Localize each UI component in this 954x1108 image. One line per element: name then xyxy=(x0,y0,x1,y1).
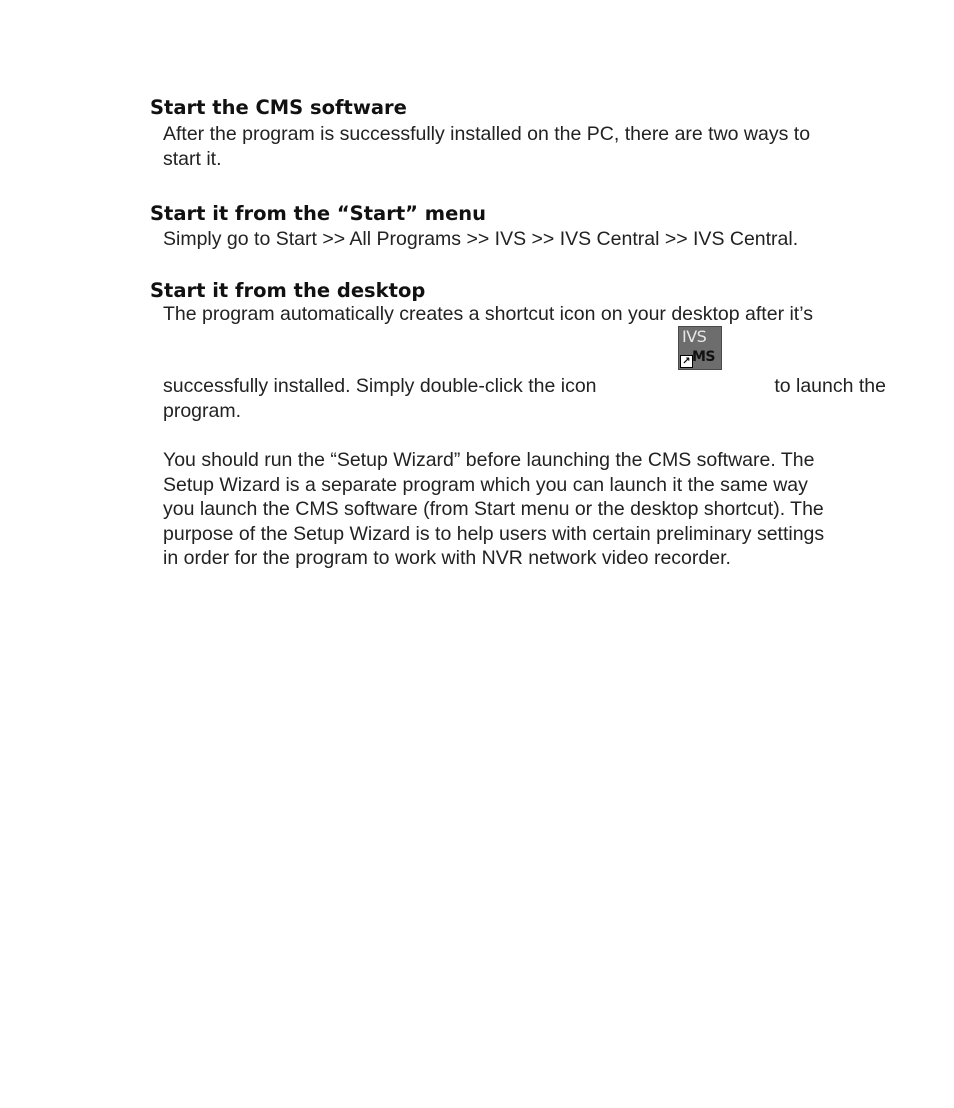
text-line: The program automatically creates a shortcut icon on your desktop after it’s xyxy=(163,303,813,325)
text-line: purpose of the Setup Wizard is to help users with certain preliminary settings xyxy=(163,522,825,545)
text-line: After the program is successfully installed on the PC, there are two ways to xyxy=(163,123,811,145)
text-line: program. xyxy=(163,400,242,422)
heading-start-desktop: Start it from the desktop xyxy=(150,279,426,302)
text-line: in order for the program to work with NVR network video recorder. xyxy=(163,547,731,569)
text-line-right: to launch the xyxy=(774,375,886,397)
heading-start-menu: Start it from the “Start” menu xyxy=(150,202,487,225)
paragraph-desktop-line3 xyxy=(163,399,241,424)
ivs-cms-shortcut-icon[interactable] xyxy=(678,326,722,370)
text-line: Setup Wizard is a separate program which you can launch it the same way xyxy=(163,473,808,496)
icon-label-top: IVS xyxy=(682,327,707,346)
text-line: Simply go to Start >> All Programs >> IVS >> IVS Central >> IVS Central. xyxy=(163,228,799,250)
shortcut-arrow-icon: ↗ xyxy=(680,355,693,368)
paragraph-desktop-line1 xyxy=(163,302,813,327)
text-line: you launch the CMS software (from Start menu or the desktop shortcut). The xyxy=(163,498,824,520)
text-line: You should run the “Setup Wizard” before launching the CMS software. The xyxy=(163,449,815,471)
paragraph-setup-wizard xyxy=(163,448,824,571)
text-line-left: successfully installed. Simply double-click the icon xyxy=(163,375,597,397)
icon-label-bottom: MS xyxy=(692,349,716,365)
heading-start-cms: Start the CMS software xyxy=(150,96,407,119)
text-line: start it. xyxy=(163,147,222,170)
paragraph-start-menu xyxy=(163,227,798,252)
paragraph-start-cms xyxy=(163,122,810,171)
